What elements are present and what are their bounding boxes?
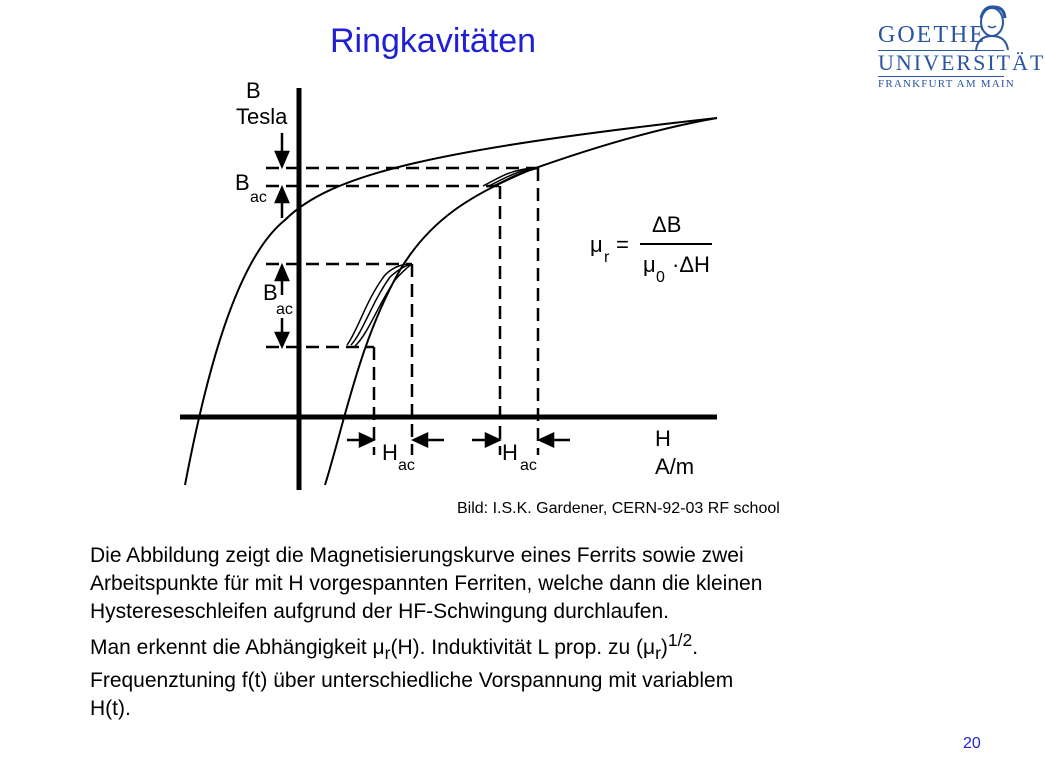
hac-label-1: H bbox=[382, 440, 398, 465]
formula-equals: = bbox=[616, 232, 629, 257]
minor-loop-1a bbox=[347, 264, 412, 345]
x-axis-symbol: H bbox=[655, 426, 671, 451]
formula-numerator: ΔB bbox=[652, 212, 682, 237]
slide-title: Ringkavitäten bbox=[330, 22, 537, 60]
body-line-4-sub-1: r bbox=[384, 643, 391, 664]
hac-label-2: H bbox=[502, 440, 518, 465]
body-line-4-a: Man erkennt die Abhängigkeit μ bbox=[90, 636, 385, 659]
body-line-4-sup: 1/2 bbox=[667, 630, 693, 650]
body-line-4-b: (H). Induktivität L prop. zu (μ bbox=[390, 636, 656, 659]
bac-label-upper: B bbox=[235, 170, 250, 195]
body-line-4 bbox=[90, 626, 930, 667]
body-line-4-sub-2: r bbox=[655, 643, 661, 664]
body-line-2: Arbeitspunkte für mit H vorgespannten Ferriten, welche dann die kleinen bbox=[90, 572, 763, 595]
bac-sub-lower: ac bbox=[276, 301, 293, 318]
body-line-1: Die Abbildung zeigt die Magnetisierungskurve eines Ferrits sowie zwei bbox=[90, 544, 744, 567]
hac-sub-1: ac bbox=[398, 457, 415, 474]
body-line-4-c: ) bbox=[660, 636, 668, 659]
hac-sub-2: ac bbox=[520, 457, 537, 474]
hac-arrows bbox=[347, 434, 570, 446]
bac-arrows-upper bbox=[276, 133, 288, 218]
bac-sub-upper: ac bbox=[250, 189, 267, 206]
y-axis-symbol: B bbox=[246, 78, 261, 103]
formula-mu-r-sub: r bbox=[604, 249, 610, 266]
body-line-4-d: . bbox=[692, 636, 699, 659]
logo-line-goethe: GOETHE bbox=[878, 22, 986, 48]
image-credit: Bild: I.S.K. Gardener, CERN-92-03 RF school bbox=[457, 500, 780, 517]
x-axis-unit: A/m bbox=[655, 454, 695, 479]
body-text bbox=[90, 542, 930, 723]
formula-den-mu: μ bbox=[643, 252, 656, 277]
dashed-guides bbox=[266, 168, 538, 455]
formula-den-rest: ·ΔH bbox=[672, 252, 710, 277]
formula-mu-r: μ bbox=[590, 232, 603, 257]
body-line-3: Hystereseschleifen aufgrund der HF-Schwingung durchlaufen. bbox=[90, 600, 669, 623]
logo-line-universitaet: UNIVERSITÄT bbox=[878, 50, 1045, 75]
body-line-5: Frequenztuning f(t) über unterschiedliche Vorspannung mit variablem bbox=[90, 669, 734, 693]
logo-line-frankfurt: FRANKFURT AM MAIN bbox=[878, 78, 1015, 90]
formula-den-sub: 0 bbox=[656, 269, 665, 286]
body-line-6: H(t). bbox=[90, 697, 131, 721]
page-number: 20 bbox=[963, 735, 981, 752]
y-axis-unit: Tesla bbox=[236, 104, 288, 129]
bac-label-lower: B bbox=[263, 280, 278, 305]
